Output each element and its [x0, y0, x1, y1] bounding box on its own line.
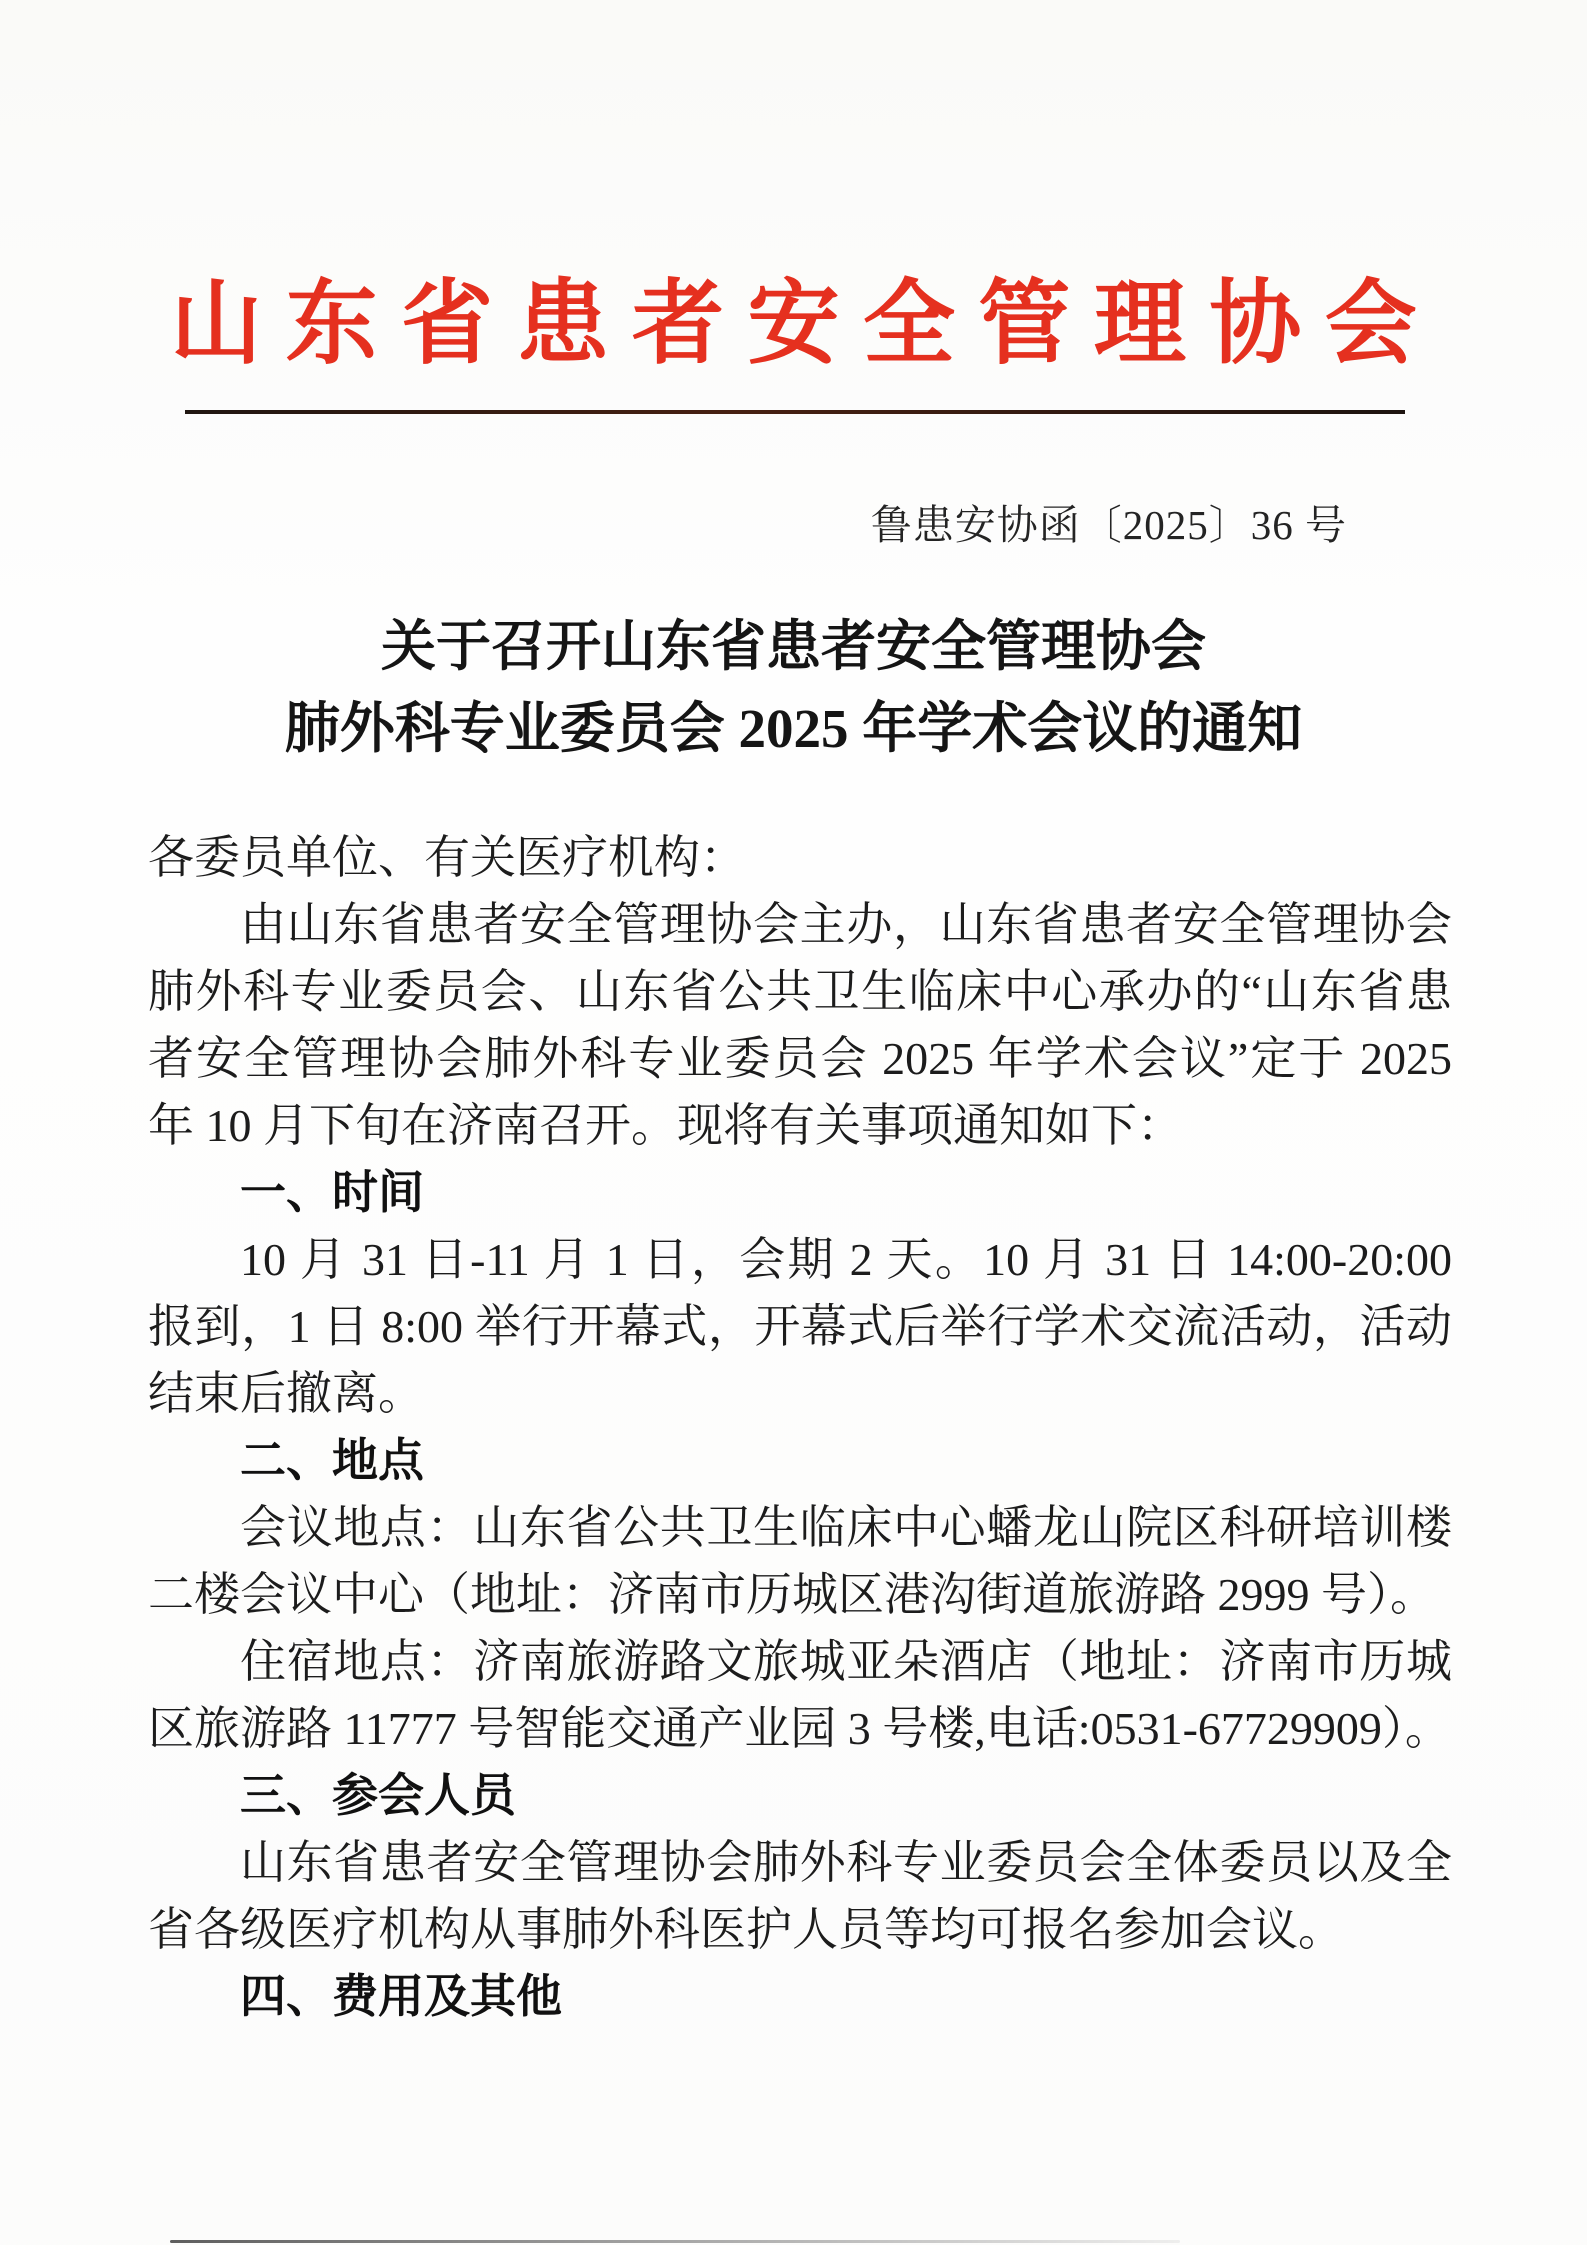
- section-heading-time: 一、时间: [240, 1167, 424, 1218]
- section-heading-location: 二、地点: [240, 1435, 424, 1486]
- intro-paragraph: 由山东省患者安全管理协会主办，山东省患者安全管理协会肺外科专业委员会、山东省公共卫生临床中心承办的“山东省患者安全管理协会肺外科专业委员会 2025 年学术会议”定于 2025 年 10 月下旬在济南召开。现将有关事项通知如下：: [148, 899, 1452, 1151]
- accommodation-paragraph: 住宿地点：济南旅游路文旅城亚朵酒店（地址：济南市历城区旅游路 11777 号智能交通产业园 3 号楼,电话:0531-67729909）。: [148, 1636, 1452, 1754]
- salutation: 各委员单位、有关医疗机构：: [148, 832, 746, 883]
- participants-paragraph: 山东省患者安全管理协会肺外科专业委员会全体委员以及全省各级医疗机构从事肺外科医护人员等均可报名参加会议。: [148, 1837, 1452, 1955]
- notice-title: [0, 606, 1587, 770]
- meeting-location-paragraph: 会议地点：山东省公共卫生临床中心蟠龙山院区科研培训楼二楼会议中心（地址：济南市历城区港沟街道旅游路 2999 号）。: [148, 1502, 1452, 1620]
- document-reference-number: 鲁患安协函〔2025〕36 号: [870, 502, 1347, 548]
- letterhead-divider-line: [185, 410, 1405, 414]
- section-heading-participants: 三、参会人员: [240, 1770, 516, 1821]
- section-time-paragraph: 10 月 31 日-11 月 1 日，会期 2 天。10 月 31 日 14:00-20:00 报到，1 日 8:00 举行开幕式，开幕式后举行学术交流活动，活动结束后撤离。: [148, 1234, 1452, 1419]
- section-heading-fees: 四、费用及其他: [240, 1971, 562, 2022]
- notice-body: [148, 824, 1452, 2030]
- page-bottom-edge-shadow: [170, 2240, 1180, 2243]
- notice-title-line1: 关于召开山东省患者安全管理协会: [380, 616, 1206, 677]
- notice-title-line2: 肺外科专业委员会 2025 年学术会议的通知: [284, 698, 1303, 759]
- organization-letterhead: 山东省患者安全管理协会: [170, 273, 1441, 375]
